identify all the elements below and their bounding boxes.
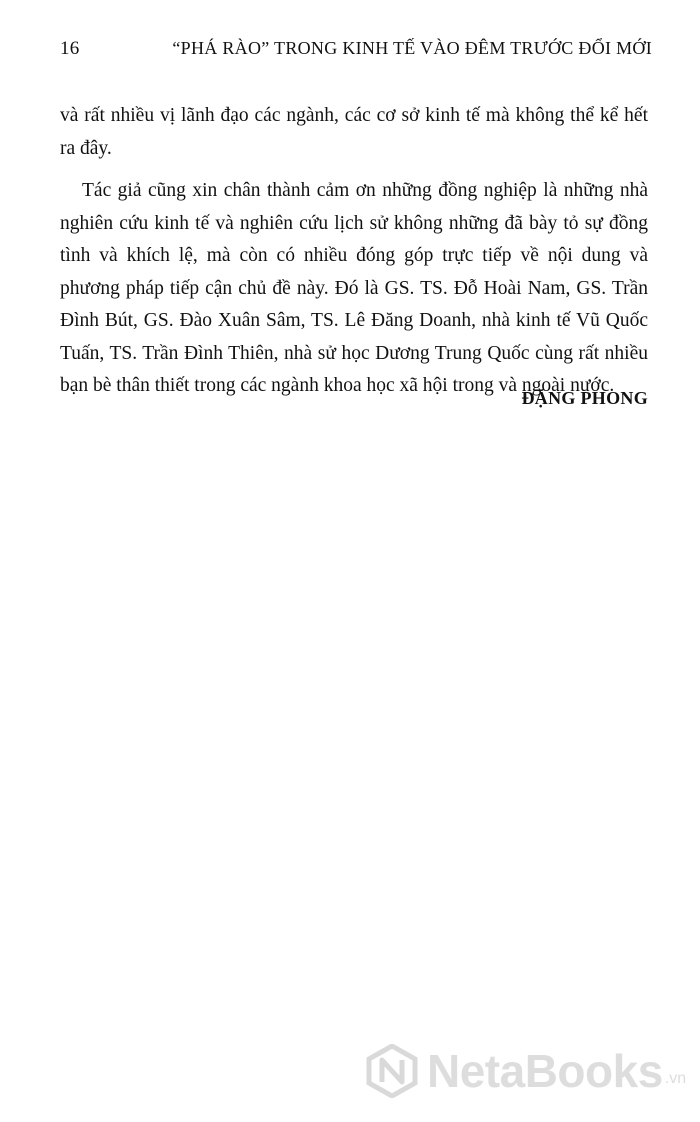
paragraph-continuation: và rất nhiều vị lãnh đạo các ngành, các cơ sở kinh tế mà không thể kể hết ra đây. — [60, 105, 648, 159]
watermark-brand: NetaBooks — [427, 1045, 663, 1097]
body-text — [60, 100, 648, 413]
watermark-suffix: .vn — [664, 1070, 687, 1087]
netabooks-logo-icon — [365, 1044, 419, 1098]
paragraph-acknowledgement: Tác giả cũng xin chân thành cảm ơn những đồng nghiệp là những nhà nghiên cứu kinh tế và nghiên cứu lịch sử không những đã bày tỏ sự đồng tình và khích lệ, mà còn có nhiều đóng góp trực tiếp về nội dung và phương pháp tiếp cận chủ đề này. Đó là GS. TS. Đỗ Hoài Nam, GS. Trần Đình Bút, GS. Đào Xuân Sâm, TS. Lê Đăng Doanh, nhà kinh tế Vũ Quốc Tuấn, TS. Trần Đình Thiên, nhà sử học Dương Trung Quốc cùng rất nhiều bạn bè thân thiết trong các ngành khoa học xã hội trong và ngoài nước. — [60, 180, 648, 396]
author-signature: ĐẶNG PHONG — [521, 388, 648, 408]
watermark — [365, 1044, 686, 1098]
page-header — [60, 38, 652, 60]
running-title: “PHÁ RÀO” TRONG KINH TẾ VÀO ĐÊM TRƯỚC ĐỔI MỚI — [172, 38, 652, 58]
page-number: 16 — [60, 38, 80, 59]
